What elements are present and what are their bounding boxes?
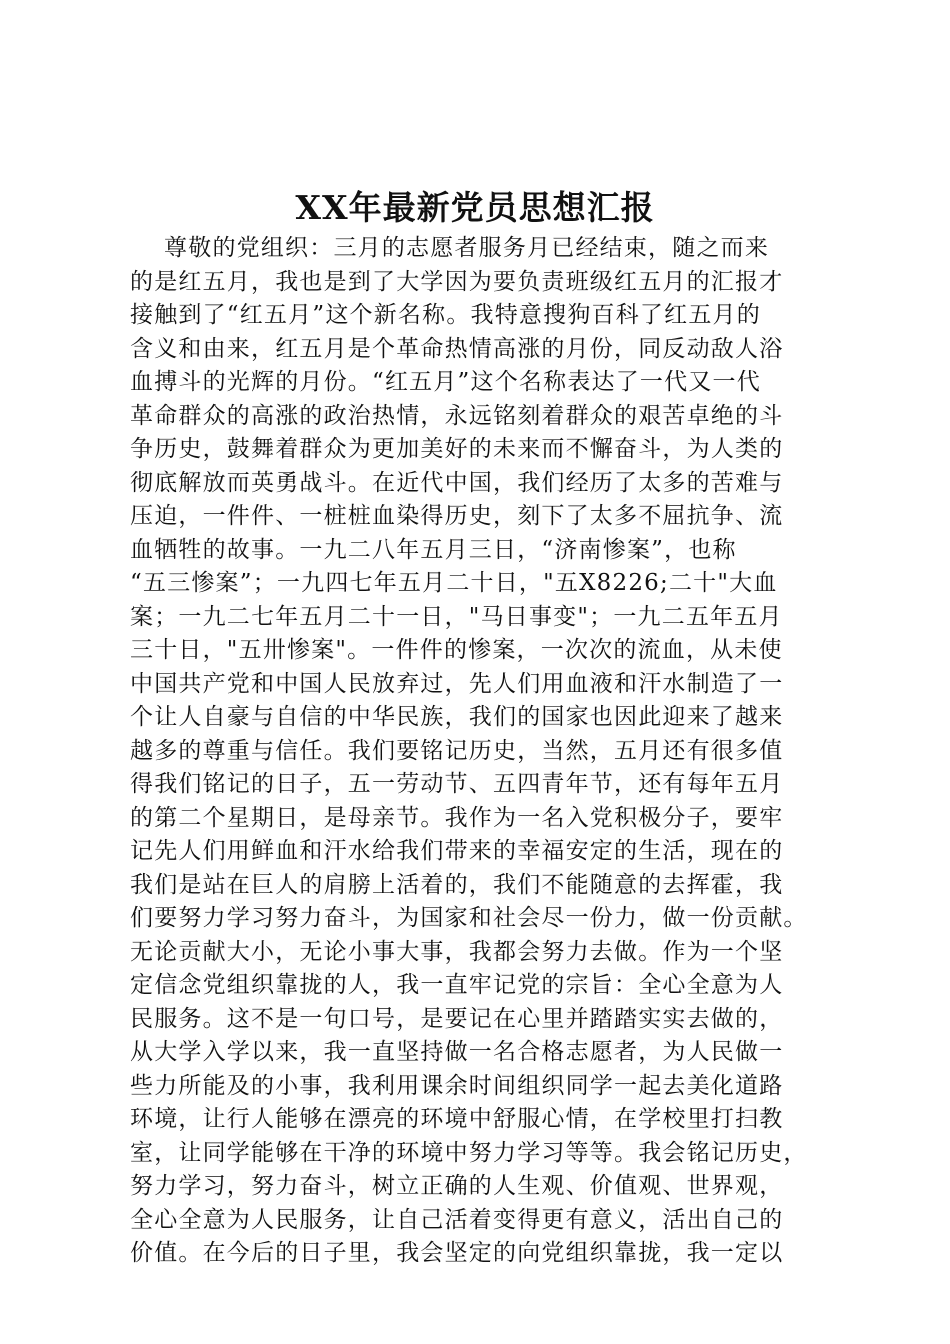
body-text-line: 努力学习，努力奋斗，树立正确的人生观、价值观、世界观， [130, 1173, 784, 1199]
body-text-line: 的第二个星期日，是母亲节。我作为一名入党积极分子，要牢 [130, 804, 784, 831]
body-text-line: 中国共产党和中国人民放弃过，先人们用血液和汗水制造了一 [130, 670, 784, 697]
body-text-line: 案；一九二七年五月二十一日，"马日事变"；一九二五年五月 [130, 603, 783, 630]
body-text-line: 越多的尊重与信任。我们要铭记历史，当然，五月还有很多值 [130, 737, 784, 764]
body-text-line: 民服务。这不是一句口号，是要记在心里并踏踏实实去做的， [130, 1005, 784, 1032]
body-text-line: 环境，让行人能够在漂亮的环境中舒服心情，在学校里打扫教 [130, 1106, 784, 1132]
body-text-line: 全心全意为人民服务，让自己活着变得更有意义，活出自己的 [130, 1206, 784, 1233]
body-text-line: 含义和由来，红五月是个革命热情高涨的月份，同反动敌人浴 [130, 335, 784, 362]
body-text-line: 压迫，一件件、一桩桩血染得历史，刻下了太多不屈抗争、流 [130, 503, 784, 529]
document-title: XX年最新党员思想汇报 [295, 188, 655, 227]
body-text-line: 血牺牲的故事。一九二八年五月三日，“济南惨案”，也称 [130, 536, 737, 563]
body-text-line: 三十日，"五卅惨案"。一件件的惨案，一次次的流血，从未使 [130, 637, 783, 663]
body-text-line: 尊敬的党组织：三月的志愿者服务月已经结束，随之而来 [130, 235, 770, 261]
body-text-line: 争历史，鼓舞着群众为更加美好的未来而不懈奋斗，为人类的 [130, 436, 784, 462]
body-text-line: 接触到了“红五月”这个新名称。我特意搜狗百科了红五月的 [130, 302, 761, 328]
body-text-line: “五三惨案”；一九四七年五月二十日，"五X8226;二十"大血 [130, 570, 778, 596]
body-text-line: 定信念党组织靠拢的人，我一直牢记党的宗旨：全心全意为人 [130, 972, 784, 998]
body-text-line: 革命群众的高涨的政治热情，永远铭刻着群众的艰苦卓绝的斗 [130, 402, 784, 429]
body-text-line: 们要努力学习努力奋斗，为国家和社会尽一份力，做一份贡献。 [130, 905, 808, 931]
body-text-line: 彻底解放而英勇战斗。在近代中国，我们经历了太多的苦难与 [130, 469, 784, 496]
body-text-line: 得我们铭记的日子，五一劳动节、五四青年节，还有每年五月 [130, 771, 784, 797]
body-text-line: 室，让同学能够在干净的环境中努力学习等等。我会铭记历史， [130, 1139, 808, 1166]
body-text-line: 无论贡献大小，无论小事大事，我都会努力去做。作为一个坚 [130, 938, 784, 965]
body-text-line: 个让人自豪与自信的中华民族，我们的国家也因此迎来了越来 [130, 704, 784, 730]
body-text-line: 价值。在今后的日子里，我会坚定的向党组织靠拢，我一定以 [130, 1240, 784, 1266]
body-text-line: 血搏斗的光辉的月份。“红五月”这个名称表达了一代又一代 [130, 369, 761, 395]
body-text-line: 的是红五月，我也是到了大学因为要负责班级红五月的汇报才 [130, 268, 784, 295]
body-text-line: 从大学入学以来，我一直坚持做一名合格志愿者，为人民做一 [130, 1039, 784, 1065]
body-text-line: 记先人们用鲜血和汗水给我们带来的幸福安定的生活，现在的 [130, 838, 784, 864]
document-body [130, 232, 842, 1271]
body-text-line: 我们是站在巨人的肩膀上活着的，我们不能随意的去挥霍，我 [130, 871, 784, 898]
body-text-line: 些力所能及的小事，我利用课余时间组织同学一起去美化道路 [130, 1072, 784, 1099]
